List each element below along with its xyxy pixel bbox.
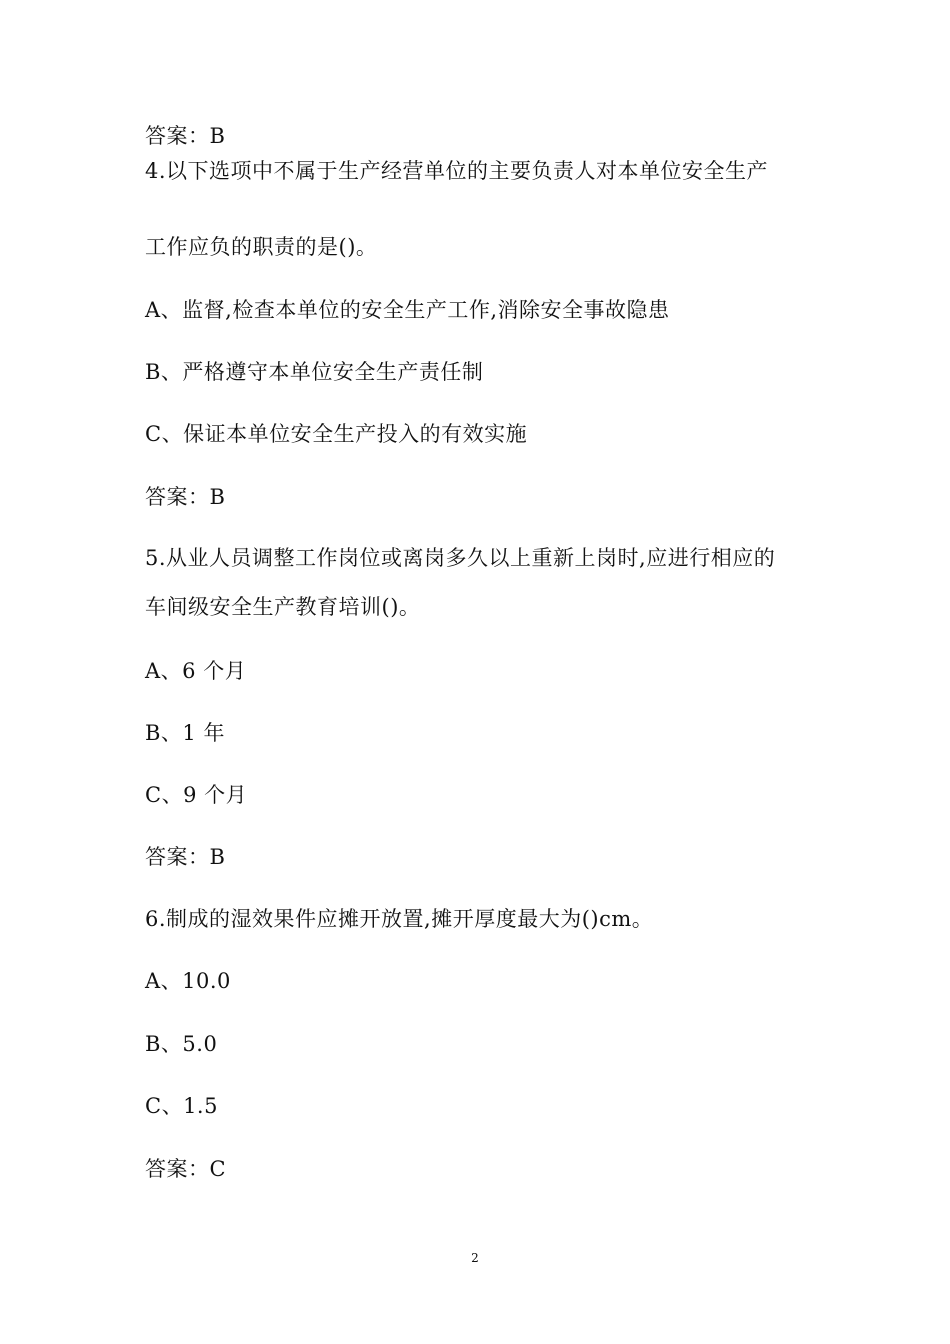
question-5-line-1: 5.从业人员调整工作岗位或离岗多久以上重新上岗时,应进行相应的 [145, 546, 776, 570]
question-4-line-1: 4.以下选项中不属于生产经营单位的主要负责人对本单位安全生产 [145, 159, 769, 183]
question-4-option-b: B、严格遵守本单位安全生产责任制 [145, 360, 484, 384]
question-5-option-a: A、6 个月 [145, 659, 247, 683]
answer-6: 答案：C [145, 1157, 227, 1181]
question-6-option-c: C、1.5 [145, 1094, 218, 1118]
question-4-option-c: C、保证本单位安全生产投入的有效实施 [145, 422, 528, 446]
question-6-line-1: 6.制成的湿效果件应摊开放置,摊开厚度最大为()cm。 [145, 907, 654, 931]
question-5-line-2: 车间级安全生产教育培训()。 [145, 595, 421, 619]
page-number: 2 [471, 1251, 479, 1265]
question-6-option-a: A、10.0 [145, 969, 231, 993]
question-4-option-a: A、监督,检查本单位的安全生产工作,消除安全事故隐患 [145, 298, 670, 322]
question-5-option-b: B、1 年 [145, 721, 225, 745]
answer-3: 答案：B [145, 124, 226, 148]
answer-5: 答案：B [145, 845, 226, 869]
question-5-option-c: C、9 个月 [145, 783, 248, 807]
question-6-option-b: B、5.0 [145, 1032, 218, 1056]
question-4-line-2: 工作应负的职责的是()。 [145, 235, 378, 259]
answer-4: 答案：B [145, 485, 226, 509]
